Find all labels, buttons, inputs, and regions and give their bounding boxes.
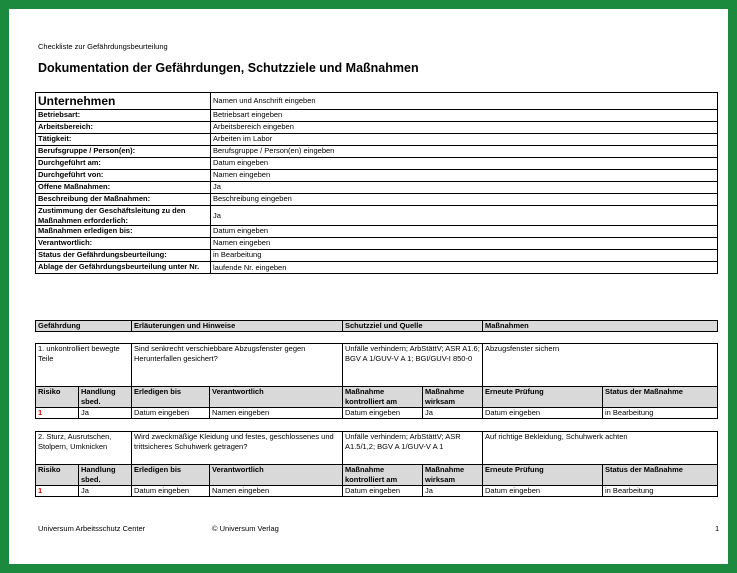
status-value[interactable]: in Bearbeitung <box>603 486 718 497</box>
responsible-header: Verantwortlich <box>210 465 343 486</box>
info-value[interactable]: Datum eingeben <box>211 158 718 170</box>
hazard-measures[interactable]: Auf richtige Bekleidung, Schuhwerk achten <box>483 432 718 465</box>
notes-column-header: Erläuterungen und Hinweise <box>132 321 343 332</box>
info-row <box>36 238 718 250</box>
hazard-header-row <box>36 321 718 332</box>
hazard-block-1 <box>35 343 718 419</box>
info-label: Arbeitsbereich: <box>36 122 211 134</box>
company-row <box>36 93 718 110</box>
info-label: Ablage der Gefährdungsbeurteilung unter Nr. <box>36 262 211 274</box>
info-label: Offene Maßnahmen: <box>36 182 211 194</box>
hazard-description[interactable]: 2. Sturz, Ausrutschen, Stolpern, Umknicken <box>36 432 132 465</box>
action-value[interactable]: Ja <box>79 408 132 419</box>
hazard-notes[interactable]: Wird zweckmäßige Kleidung und festes, geschlossenes und trittsicheres Schuhwerk getragen? <box>132 432 343 465</box>
info-value[interactable]: Datum eingeben <box>211 226 718 238</box>
info-row <box>36 158 718 170</box>
effective-value[interactable]: Ja <box>423 408 483 419</box>
sub-header-row <box>36 465 718 486</box>
action-header: Handlung sbed. <box>79 465 132 486</box>
info-row <box>36 122 718 134</box>
info-value[interactable]: Namen eingeben <box>211 238 718 250</box>
status-header: Status der Maßnahme <box>603 465 718 486</box>
sub-header-row <box>36 387 718 408</box>
info-row <box>36 146 718 158</box>
measure-row <box>36 486 718 497</box>
info-label: Tätigkeit: <box>36 134 211 146</box>
info-label: Berufsgruppe / Person(en): <box>36 146 211 158</box>
checked-value[interactable]: Datum eingeben <box>343 486 423 497</box>
info-value[interactable]: Arbeitsbereich eingeben <box>211 122 718 134</box>
info-value[interactable]: Beschreibung eingeben <box>211 194 718 206</box>
hazard-block-2 <box>35 431 718 497</box>
info-value[interactable]: Ja <box>211 206 718 226</box>
done-by-header: Erledigen bis <box>132 465 210 486</box>
info-value[interactable]: Arbeiten im Labor <box>211 134 718 146</box>
info-label: Beschreibung der Maßnahmen: <box>36 194 211 206</box>
checklist-header: Checkliste zur Gefährdungsbeurteilung <box>38 42 168 51</box>
info-row <box>36 134 718 146</box>
info-value[interactable]: laufende Nr. eingeben <box>211 262 718 274</box>
risk-header: Risiko <box>36 465 79 486</box>
hazard-row <box>36 432 718 465</box>
risk-value[interactable]: 1 <box>36 486 79 497</box>
recheck-header: Erneute Prüfung <box>483 387 603 408</box>
hazard-notes[interactable]: Sind senkrecht verschiebbare Abzugsfenster gegen Herunterfallen gesichert? <box>132 344 343 387</box>
checked-header: Maßnahme kontrolliert am <box>343 465 423 486</box>
footer-copyright: © Universum Verlag <box>212 524 279 533</box>
info-row <box>36 170 718 182</box>
done-by-value[interactable]: Datum eingeben <box>132 486 210 497</box>
info-value[interactable]: Ja <box>211 182 718 194</box>
info-row <box>36 262 718 274</box>
company-value[interactable]: Namen und Anschrift eingeben <box>211 93 718 110</box>
hazard-column-header: Gefährdung <box>36 321 132 332</box>
page-title: Dokumentation der Gefährdungen, Schutzziele und Maßnahmen <box>38 61 419 75</box>
company-info-table <box>35 92 718 274</box>
info-label: Betriebsart: <box>36 110 211 122</box>
risk-value[interactable]: 1 <box>36 408 79 419</box>
recheck-value[interactable]: Datum eingeben <box>483 408 603 419</box>
hazard-goal[interactable]: Unfälle verhindern; ArbStättV; ASR A1.6; BGV A 1/GUV-V A 1; BGI/GUV-I 850-0 <box>343 344 483 387</box>
info-value[interactable]: Betriebsart eingeben <box>211 110 718 122</box>
responsible-header: Verantwortlich <box>210 387 343 408</box>
responsible-value[interactable]: Namen eingeben <box>210 408 343 419</box>
info-label: Durchgeführt am: <box>36 158 211 170</box>
info-row <box>36 226 718 238</box>
checked-value[interactable]: Datum eingeben <box>343 408 423 419</box>
info-row <box>36 110 718 122</box>
recheck-header: Erneute Prüfung <box>483 465 603 486</box>
goal-column-header: Schutzziel und Quelle <box>343 321 483 332</box>
recheck-value[interactable]: Datum eingeben <box>483 486 603 497</box>
info-value[interactable]: in Bearbeitung <box>211 250 718 262</box>
effective-header: Maßnahme wirksam <box>423 465 483 486</box>
info-value[interactable]: Berufsgruppe / Person(en) eingeben <box>211 146 718 158</box>
info-label: Zustimmung der Geschäftsleitung zu den Maßnahmen erforderlich: <box>36 206 211 226</box>
action-header: Handlung sbed. <box>79 387 132 408</box>
info-label: Durchgeführt von: <box>36 170 211 182</box>
info-label: Maßnahmen erledigen bis: <box>36 226 211 238</box>
info-label: Status der Gefährdungsbeurteilung: <box>36 250 211 262</box>
hazard-measures[interactable]: Abzugsfenster sichern <box>483 344 718 387</box>
footer-page-number: 1 <box>715 524 720 533</box>
hazard-description[interactable]: 1. unkontrolliert bewegte Teile <box>36 344 132 387</box>
done-by-value[interactable]: Datum eingeben <box>132 408 210 419</box>
status-value[interactable]: in Bearbeitung <box>603 408 718 419</box>
responsible-value[interactable]: Namen eingeben <box>210 486 343 497</box>
info-row <box>36 206 718 226</box>
info-row <box>36 250 718 262</box>
status-header: Status der Maßnahme <box>603 387 718 408</box>
action-value[interactable]: Ja <box>79 486 132 497</box>
info-value[interactable]: Namen eingeben <box>211 170 718 182</box>
hazard-header-table <box>35 320 718 332</box>
effective-value[interactable]: Ja <box>423 486 483 497</box>
company-label: Unternehmen <box>36 93 211 110</box>
info-row <box>36 182 718 194</box>
footer-publisher: Universum Arbeitsschutz Center <box>38 524 146 533</box>
measures-column-header: Maßnahmen <box>483 321 718 332</box>
info-row <box>36 194 718 206</box>
info-label: Verantwortlich: <box>36 238 211 250</box>
checked-header: Maßnahme kontrolliert am <box>343 387 423 408</box>
measure-row <box>36 408 718 419</box>
effective-header: Maßnahme wirksam <box>423 387 483 408</box>
hazard-row <box>36 344 718 387</box>
document-sheet <box>9 9 728 564</box>
hazard-goal[interactable]: Unfälle verhindern; ArbStättV; ASR A1.5/1,2; BGV A 1/GUV-V A 1 <box>343 432 483 465</box>
risk-header: Risiko <box>36 387 79 408</box>
done-by-header: Erledigen bis <box>132 387 210 408</box>
